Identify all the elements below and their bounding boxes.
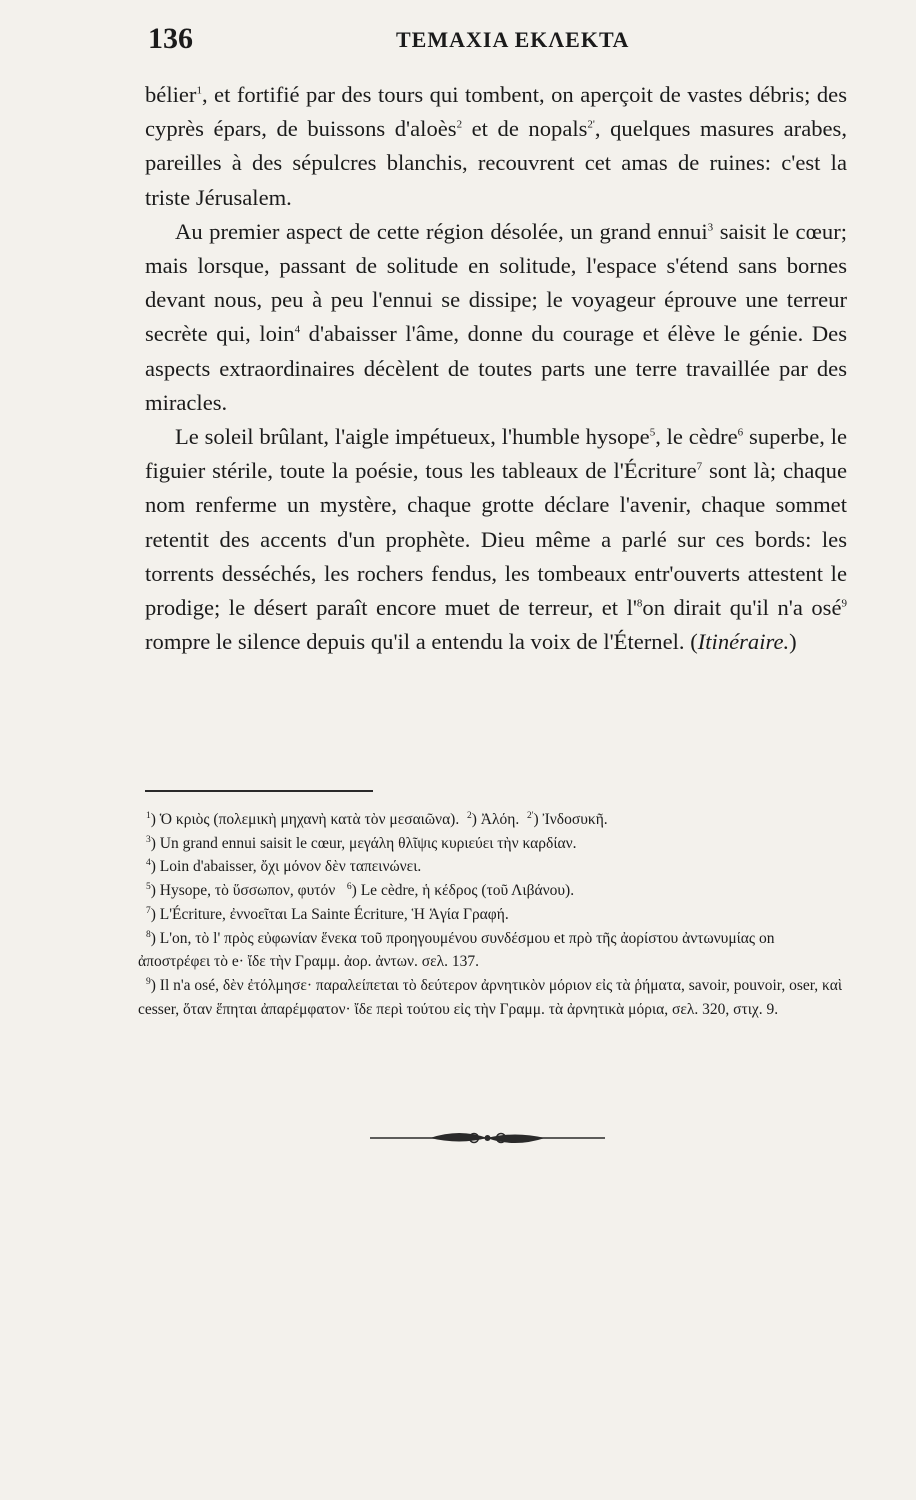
page-header <box>148 22 848 58</box>
page-number: 136 <box>148 22 193 55</box>
paragraph-3: Le soleil brûlant, l'aigle impétueux, l'humble hysope$^5$, le cèdre$^6$ superbe, le figuier stérile, toute la poésie, tous les tableaux de l'Écriture$^7$ sont là; chaque nom renferme un mystère, chaque grotte déclare l'avenir, chaque sommet retentit des accents d'un prophète. Dieu même a parlé sur ces bords: les torrents desséchés, les rochers fendus, les tombeaux entr'ouverts attestent le prodige; le désert paraît encore muet de terreur, et $l'^8on$ dirait qu'il n'a osé$^9$ rompre le silence depuis qu'il a entendu la voix de l'Éternel. (Itinéraire.) <box>145 424 848 655</box>
footnote-5-6: $^5$) Hysope, τὸ ὕσσωπον, φυτόν $^6$) Le cèdre, ἡ κέδρος (τοῦ Λιβάνου). <box>146 881 575 900</box>
footnote-7: $^7$) L'Écriture, ἐννοεῖται La Sainte Écriture, Ἡ Ἁγία Γραφή. <box>146 905 509 923</box>
source-citation: Itinéraire. <box>697 629 790 655</box>
footnote-ref: 2' <box>587 118 595 131</box>
footnote-1-2: $^1$) Ὁ κριὸς (πολεμικὴ μηχανὴ κατὰ τὸν μεσαιῶνα). $^2$) Ἀλόη. $^{2'}$) Ἰνδοσυκῆ. <box>146 810 608 828</box>
footnote-ref: 4 <box>294 323 301 336</box>
footnote-8: $^8$) L'on, τὸ l' πρὸς εὐφωνίαν ἕνεκα τοῦ προηγουμένου συνδέσμου et πρὸ τῆς ἀορίστου ἀντωνυμίας on ἀποστρέφει τὸ e· ἴδε τὴν Γραμμ. ἀορ. ἀντων. σελ. 137. <box>138 929 775 971</box>
footnote-ref: 6 <box>737 426 744 439</box>
running-title: ΤΕΜΑΧΙΑ ΕΚΛΕΚΤΑ <box>396 27 630 52</box>
footnotes <box>138 808 850 1021</box>
footnote-ref: 9 <box>841 597 847 610</box>
footnote-4: $^4$) Loin d'abaisser, ὄχι μόνον δὲν ταπεινώνει. <box>146 858 422 876</box>
footnote-ref: 1 <box>196 84 202 97</box>
footnote-ref: 3 <box>707 221 714 234</box>
footnote-9: $^9$) Il n'a osé, δὲν ἐτόλμησε· παραλείπεται τὸ δεύτερον ἀρνητικὸν μόριον εἰς τὰ ῥήματα, savoir, pouvoir, oser, καὶ cesser, ὅταν ἕπηται ἀπαρέμφατον· ἴδε περὶ τούτου εἰς τὴν Γραμμ. τὰ ἀρνητικὰ μόρια, σελ. 320, στιχ. 9. <box>138 976 843 1018</box>
footnote-ref: 7 <box>696 460 703 473</box>
ornament-divider-icon <box>370 1126 605 1150</box>
main-text <box>145 78 847 659</box>
footnote-separator <box>145 790 373 792</box>
footnote-3: $^3$) Un grand ennui saisit le cœur, μεγάλη θλῖψις κυριεύει τὴν καρδίαν. <box>146 834 577 852</box>
paragraph-1: bélier$^1$, et fortifié par des tours qui tombent, on aperçoit de vastes débris; des cyprès épars, de buissons d'aloès$^2$ et de nopals$^{2'}$, quelques masures arabes, pareilles à des sépulcres blanchis, recouvrent cet amas de ruines: c'est la triste Jérusalem. <box>145 82 847 210</box>
footnote-ref: 5 <box>649 426 656 439</box>
footnote-ref: 2 <box>456 118 463 131</box>
footnote-ref: 8 <box>636 597 643 610</box>
paragraph-2: Au premier aspect de cette région désolée, un grand ennui$^3$ saisit le cœur; mais lorsque, passant de solitude en solitude, l'espace s'étend sans bornes devant nous, peu à peu l'ennui se dissipe; le voyageur éprouve une terreur secrète qui, loin$^4$ d'abaisser l'âme, donne du courage et élève le génie. Des aspects extraordinaires décèlent de toutes parts une terre travaillée par des miracles. <box>145 218 848 415</box>
